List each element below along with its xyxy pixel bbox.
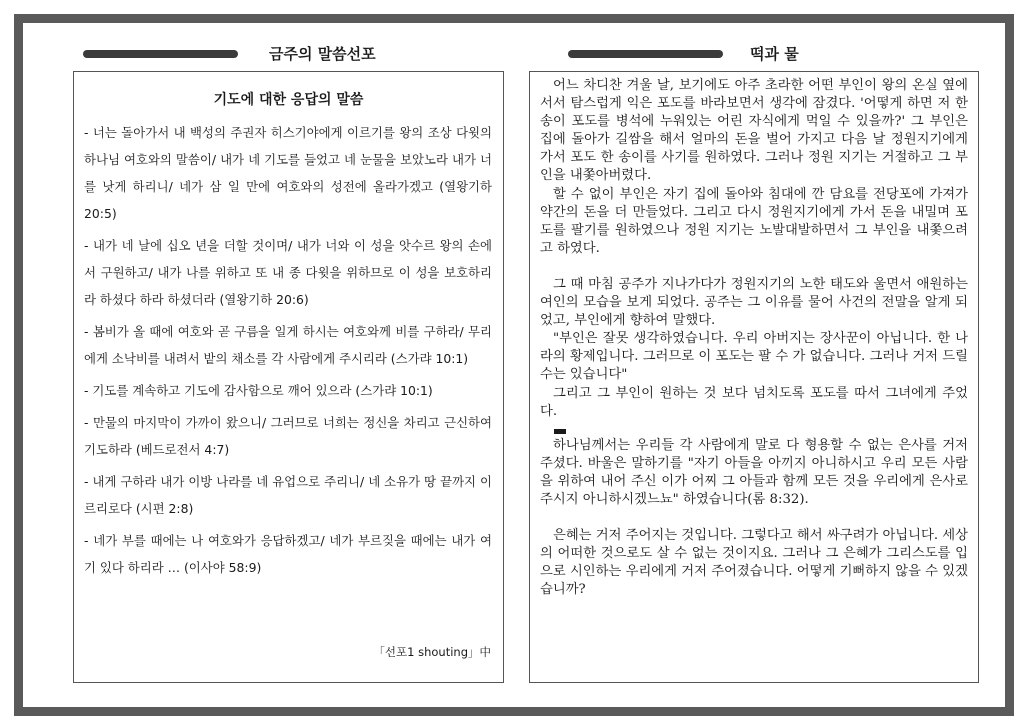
left-header-title: 금주의 말씀선포 bbox=[269, 45, 376, 63]
source-citation: 「선포1 shouting」中 bbox=[373, 645, 491, 659]
header-bar-decoration bbox=[83, 50, 238, 58]
section-marker-icon bbox=[554, 429, 566, 434]
story-paragraph: 그 때 마침 공주가 지나가다가 정원지기의 노한 태도와 울면서 애원하는 여인의 모습을 보게 되었다. 공주는 그 이유를 물어 사건의 전말을 알게 되었고, 부인에게 향하여 말했다. bbox=[540, 276, 968, 329]
verse-item: - 만물의 마지막이 가까이 왔으니/ 그러므로 너희는 정신을 차리고 근신하여 기도하라 (베드로전서 4:7) bbox=[84, 415, 492, 457]
story-text bbox=[530, 72, 978, 599]
paragraph-gap bbox=[540, 258, 968, 276]
right-header-title: 떡과 물 bbox=[750, 45, 799, 63]
right-column-header bbox=[568, 43, 1008, 67]
verse-item: - 네가 부를 때에는 나 여호와가 응답하겠고/ 네가 부르짖을 때에는 내가 여기 있다 하리라 … (이사야 58:9) bbox=[84, 533, 492, 575]
story-paragraph: 그리고 그 부인이 원하는 것 보다 넘치도록 포도를 따서 그녀에게 주었다. bbox=[540, 385, 968, 419]
verse-item: - 봄비가 올 때에 여호와 곧 구름을 일게 하시는 여호와께 비를 구하라/ 무리에게 소낙비를 내려서 밭의 채소를 각 사람에게 주시리라 (스가랴 10:1) bbox=[84, 324, 492, 366]
page-frame bbox=[14, 14, 1014, 716]
left-column-header bbox=[83, 43, 523, 67]
story-paragraph: 어느 차디찬 겨울 날, 보기에도 아주 초라한 어떤 부인이 왕의 온실 옆에 서서 탐스럽게 익은 포도를 바라보면서 생각에 잠겼다. '어떻게 하면 저 한 송이 포도를 병석에 누워있는 어린 자식에게 먹일 수 있을까?' 그 부인은 집에 돌아가 길쌈을 해서 얼마의 돈을 벌어 가지고 다음 날 정원지기에게 가서 포도 한 송이를 사기를 원하였다. 그러나 정원 지기는 거절하고 그 부인을 내쫓아버렸다. bbox=[540, 78, 968, 184]
story-paragraph: "부인은 잘못 생각하였습니다. 우리 아버지는 장사꾼이 아닙니다. 한 나라의 황제입니다. 그러므로 이 포도는 팔 수 가 없습니다. 그러나 거저 드릴 수는 있습니다" bbox=[540, 331, 968, 383]
story-box bbox=[529, 71, 979, 683]
verse-list bbox=[74, 119, 503, 581]
verse-item: - 내게 구하라 내가 이방 나라를 네 유업으로 주리니/ 네 소유가 땅 끝까지 이르리로다 (시편 2:8) bbox=[84, 474, 492, 516]
verse-item: - 기도를 계속하고 기도에 감사함으로 깨어 있으라 (스가랴 10:1) bbox=[84, 383, 433, 398]
story-paragraph: 은혜는 거저 주어지는 것입니다. 그렇다고 해서 싸구려가 아닙니다. 세상의 어떠한 것으로도 살 수 없는 것이지요. 그러나 그 은혜가 그리스도를 입으로 시인하는 우리에게 거저 주어졌습니다. 어떻게 기뻐하지 않을 수 있겠습니까? bbox=[540, 528, 968, 598]
story-paragraph: 하나님께서는 우리들 각 사람에게 말로 다 형용할 수 없는 은사를 거저 주셨다. 바울은 말하기를 "자기 아들을 아끼지 아니하시고 우리 모든 사람을 위하여 내어 주신 이가 어찌 그 아들과 함께 모든 것을 우리에게 은사로 주시지 아니하시겠느뇨" 하였습니다(롬 8:32). bbox=[540, 437, 968, 507]
paragraph-gap bbox=[540, 509, 968, 527]
scripture-box bbox=[73, 71, 504, 683]
story-paragraph: 할 수 없이 부인은 자기 집에 돌아와 침대에 깐 담요를 전당포에 가져가 약간의 돈을 더 만들었다. 그리고 다시 정원지기에게 가서 돈을 내밀며 포도를 팔기를 원하였으나 정원 지기는 노발대발하면서 그 부인을 내쫓으려고 하였다. bbox=[540, 186, 968, 256]
scripture-title: 기도에 대한 응답의 말씀 bbox=[213, 92, 364, 108]
section-marker-row bbox=[540, 421, 968, 437]
verse-item: - 내가 네 날에 십오 년을 더할 것이며/ 내가 너와 이 성을 앗수르 왕의 손에서 구원하고/ 내가 나를 위하고 또 내 종 다윗을 위하므로 이 성을 보호하리라 하셨다 하라 하셨더라 (열왕기하 20:6) bbox=[84, 238, 492, 307]
header-bar-decoration bbox=[568, 50, 723, 58]
verse-item: - 너는 돌아가서 내 백성의 주권자 히스기야에게 이르기를 왕의 조상 다윗의 하나님 여호와의 말씀이/ 내가 네 기도를 들었고 네 눈물을 보았노라 내가 너를 낫게 하리니/ 네가 삼 일 만에 여호와의 성전에 올라가겠고 (열왕기하 20:5) bbox=[84, 125, 492, 221]
